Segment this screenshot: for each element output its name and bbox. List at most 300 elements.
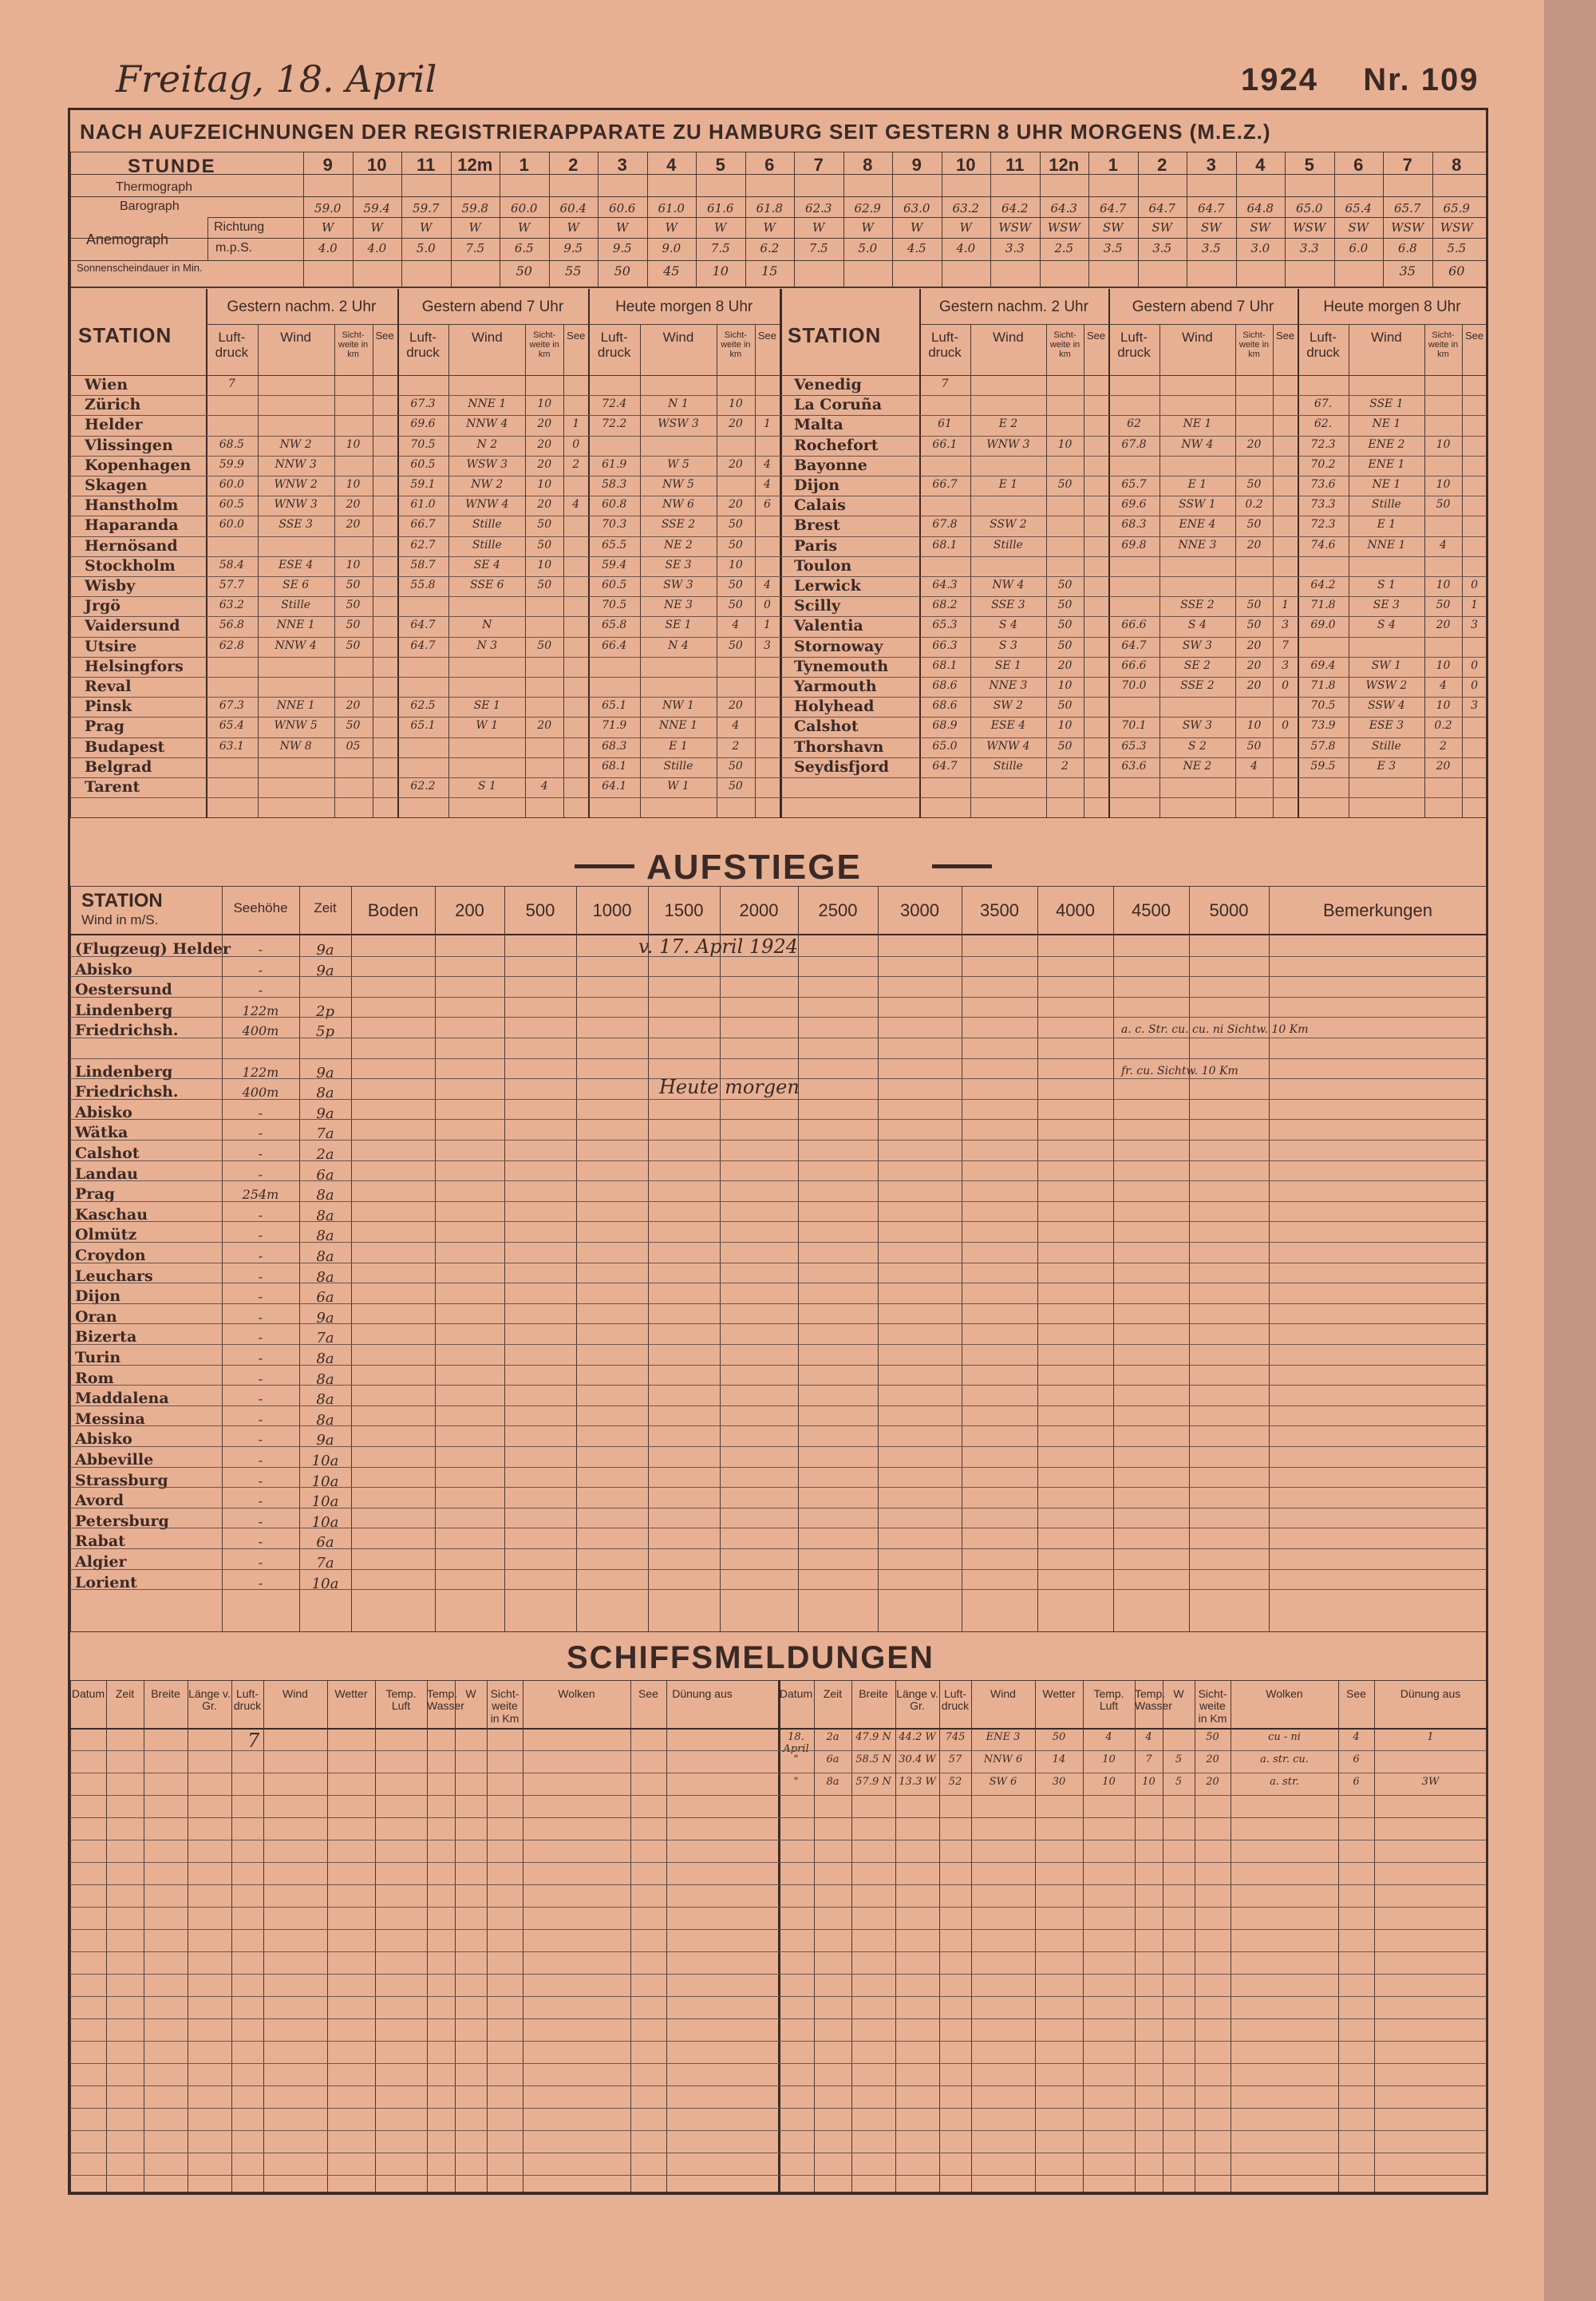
station-value: 66.7 (932, 478, 958, 491)
hour-cell: 4 (666, 155, 677, 175)
station-value: 59.1 (410, 478, 436, 491)
station-value: 20 (1246, 437, 1262, 451)
station-value: 71.9 (602, 719, 627, 733)
ascents-header: 3000 (900, 900, 939, 920)
ascent-time: 9a (316, 1064, 334, 1081)
ascent-station: Lorient (75, 1573, 137, 1591)
ascent-time: 6a (316, 1289, 334, 1307)
ascents-header: 4500 (1132, 900, 1171, 920)
station-name: Tynemouth (794, 657, 889, 675)
sub-vline (1273, 324, 1274, 818)
station-name: Vlissingen (85, 436, 173, 454)
ascents-vline (504, 886, 505, 1632)
ascent-station: Leuchars (75, 1267, 153, 1285)
ascent-elev: - (258, 1105, 263, 1121)
station-value: 71.8 (1310, 599, 1336, 612)
ascents-vline (1189, 886, 1190, 1632)
ascent-elev: - (258, 1513, 263, 1529)
station-value: 50 (1246, 619, 1262, 632)
station-value: 70.5 (1310, 699, 1336, 713)
station-value: 4 (1250, 759, 1258, 773)
ship-value: 4 (1353, 1731, 1360, 1743)
ships-header: Sicht-weite in Km (1198, 1687, 1227, 1725)
ascent-elev: - (258, 1289, 263, 1305)
station-value: ESE 4 (990, 719, 1026, 733)
station-value: SSE 3 (279, 518, 313, 532)
header-year: 1924 (1241, 62, 1318, 97)
ascent-station: Strassburg (75, 1471, 168, 1489)
station-value: S 2 (1187, 739, 1207, 753)
station-value: 59.5 (1310, 759, 1336, 773)
ascents-vline (576, 886, 577, 1632)
ships-row-line (70, 1862, 1487, 1863)
ascents-header: 500 (525, 900, 555, 920)
station-value: 59.9 (219, 457, 244, 471)
station-value: ESE 3 (1369, 719, 1404, 733)
barograph-value: 65.7 (1394, 201, 1421, 215)
station-value: 65.5 (602, 538, 627, 552)
station-name: Bayonne (794, 456, 867, 474)
station-value: 66.1 (932, 437, 958, 451)
barograph-value: 61.8 (756, 201, 783, 215)
station-value: SE 1 (665, 619, 692, 632)
ascent-elev: - (258, 1207, 263, 1223)
station-value: 65.8 (602, 619, 627, 632)
station-value: 20 (1436, 759, 1451, 773)
station-value: 72.3 (1310, 437, 1336, 451)
stations-row-line (70, 456, 1487, 457)
ascents-header: Seehöhe (233, 900, 288, 915)
ascent-station: Wätka (75, 1124, 128, 1142)
hour-cell: 1 (519, 155, 529, 175)
station-value: 10 (728, 558, 743, 571)
ascents-row-line (70, 976, 1487, 977)
station-value: 20 (1246, 639, 1262, 652)
ascent-time: 9a (316, 1309, 334, 1326)
station-value: 69.6 (410, 417, 436, 431)
station-value: 1 (763, 619, 771, 632)
registry-hline (70, 260, 1487, 261)
direction-value: W (714, 220, 727, 235)
station-value: 50 (1057, 739, 1073, 753)
sub-label: See (375, 330, 394, 342)
station-value: 66.4 (602, 639, 627, 652)
station-value: 69.8 (1121, 538, 1147, 552)
ship-value: 20 (1206, 1753, 1219, 1765)
ascents-header: Bemerkungen (1323, 900, 1432, 920)
direction-value: W (665, 220, 678, 235)
station-value: 20 (346, 699, 361, 713)
ascents-date-note: v. 17. April 1924 (638, 935, 798, 958)
ascent-elev: 122m (242, 1064, 279, 1080)
ascent-station: Maddalena (75, 1390, 169, 1408)
station-value: E 1 (1187, 478, 1207, 491)
ascent-station: Oran (75, 1307, 117, 1326)
ascents-header: 3500 (980, 900, 1019, 920)
thermograph-label: Thermograph (116, 180, 193, 194)
station-name: Lerwick (794, 577, 861, 595)
ascents-row-line (70, 1078, 1487, 1079)
group-vline (1298, 289, 1299, 818)
stations-row-line (70, 536, 1487, 537)
ships-header: Datum (71, 1687, 105, 1700)
ships-header: Wetter (1042, 1687, 1076, 1700)
station-value: 62. (1314, 417, 1333, 431)
sub-label: See (567, 330, 586, 342)
ascent-elev: - (258, 1228, 263, 1243)
station-name: Haparanda (85, 516, 179, 535)
station-name: Calshot (794, 718, 859, 736)
ships-header: Wind (990, 1687, 1016, 1700)
sub-label: Wind (280, 330, 311, 345)
station-value: 60.5 (410, 457, 436, 471)
ships-header: Zeit (115, 1687, 135, 1700)
station-name: Rochefort (794, 436, 879, 454)
station-value: 67.3 (219, 699, 244, 713)
ship-value: 8a (826, 1776, 839, 1788)
station-value: 66.7 (410, 518, 436, 532)
sub-label: Luft-druck (1306, 330, 1340, 360)
ascent-time: 8a (316, 1411, 334, 1429)
sunshine-value: 15 (761, 263, 778, 279)
ascent-station: (Flugzeug) Helder (75, 940, 231, 958)
station-value: NE 1 (1372, 478, 1401, 491)
station-value: NNE 1 (468, 397, 507, 411)
ascent-time: 8a (316, 1187, 334, 1204)
ship-value: 5 (1175, 1753, 1183, 1765)
hour-cell: 1 (1108, 155, 1118, 175)
speed-value: 3.5 (1201, 241, 1221, 255)
registry-title: NACH AUFZEICHNUNGEN DER REGISTRIERAPPARATE ZU HAMBURG SEIT GESTERN 8 UHR MORGENS (M.E.Z.) (80, 120, 1271, 144)
ship-value: 57.9 N (855, 1776, 891, 1788)
station-value: 10 (346, 478, 361, 491)
ship-value: 4 (1145, 1731, 1152, 1743)
ascent-remark: fr. cu. Sichtw. 10 Km (1121, 1064, 1238, 1077)
station-name: Seydisfjord (794, 757, 890, 776)
stations-row-line (70, 757, 1487, 758)
ship-value: a. str. cu. (1260, 1753, 1309, 1765)
barograph-value: 65.0 (1296, 201, 1323, 215)
ascents-title-rule-right (932, 864, 992, 868)
station-value: 4 (763, 457, 771, 471)
station-name: Wisby (85, 577, 136, 595)
station-value: W 1 (476, 719, 499, 733)
registry-hline (70, 238, 1487, 239)
station-value: N 4 (668, 639, 689, 652)
ships-header: Dünung aus (1400, 1687, 1461, 1700)
ships-left-note: 7 (247, 1730, 260, 1752)
ascents-row-line (70, 1548, 1487, 1549)
ascent-time: 8a (316, 1085, 334, 1102)
ships-header: Zeit (823, 1687, 843, 1700)
group-vline (919, 289, 921, 818)
group-label: Gestern abend 7 Uhr (421, 298, 564, 315)
barograph-label: Barograph (120, 200, 180, 213)
ascents-row-line (70, 956, 1487, 957)
ascents-row-line (70, 1221, 1487, 1222)
ascents-row-line (70, 1017, 1487, 1018)
ascent-time: 7a (316, 1330, 334, 1347)
station-value: 4 (1440, 679, 1447, 692)
station-value: 0 (1282, 679, 1290, 692)
station-value: SSE 6 (470, 579, 504, 591)
hour-cell: 7 (813, 155, 824, 175)
station-name: Helsingfors (85, 657, 184, 675)
stations-row-line (70, 737, 1487, 738)
direction-value: W (616, 220, 629, 235)
station-value: 70.5 (602, 599, 627, 612)
ascents-header-station: STATION (81, 890, 163, 911)
group-rule (588, 324, 780, 325)
group-vline (588, 289, 590, 818)
station-value: S 4 (1377, 619, 1396, 632)
ships-vline (630, 1680, 631, 2192)
station-value: SSE 1 (1369, 397, 1404, 411)
barograph-value: 59.4 (363, 201, 390, 215)
speed-value: 3.3 (1005, 241, 1025, 255)
direction-value: WSW (998, 220, 1032, 235)
ascent-station: Abisko (75, 1430, 132, 1449)
stations-row-line (70, 657, 1487, 658)
station-value: 73.9 (1310, 719, 1336, 733)
station-value: NE 1 (1372, 417, 1401, 431)
station-value: 58.4 (219, 558, 244, 571)
station-value: N 1 (668, 397, 689, 411)
group-label: Gestern nachm. 2 Uhr (227, 298, 377, 315)
ascents-row-line (70, 1467, 1487, 1468)
station-value: SW 1 (1371, 658, 1402, 672)
ships-header: Wind (282, 1687, 308, 1700)
station-value: 58.3 (602, 478, 627, 491)
station-value: 69.6 (1121, 498, 1147, 512)
station-value: Stille (472, 518, 502, 532)
ascents-header: Zeit (314, 900, 337, 915)
ascent-elev: - (258, 1575, 263, 1591)
group-rule (1108, 324, 1298, 325)
hour-cell: 9 (322, 155, 333, 175)
station-value: 68.5 (219, 437, 244, 451)
ascents-vline (435, 886, 436, 1632)
stations-row-line (70, 777, 1487, 778)
ship-value: 44.2 W (899, 1731, 936, 1743)
direction-value: W (518, 220, 531, 235)
ship-value: NNW 6 (983, 1753, 1023, 1765)
station-value: 60.0 (219, 478, 244, 491)
station-value: 50 (537, 538, 552, 552)
station-value: 50 (1057, 699, 1073, 713)
ascent-time: 9a (316, 1432, 334, 1449)
station-value: NW 6 (662, 498, 694, 512)
station-name: Vaidersund (85, 617, 180, 635)
station-value: 65.4 (219, 719, 244, 733)
station-value: 10 (346, 558, 361, 571)
sub-label: Wind (1371, 330, 1402, 345)
ascent-elev: - (258, 1166, 263, 1182)
ascent-elev: - (258, 1248, 263, 1263)
barograph-value: 59.0 (314, 201, 342, 215)
stations-row-line (70, 556, 1487, 557)
sunshine-value: 50 (516, 263, 532, 279)
ships-row-line (70, 2041, 1487, 2042)
station-value: 3 (1282, 658, 1290, 672)
station-value: 68.3 (602, 739, 627, 753)
speed-value: 7.5 (710, 241, 730, 255)
sunshine-value: 35 (1399, 263, 1416, 279)
barograph-value: 65.4 (1345, 201, 1372, 215)
hour-cell: 4 (1255, 155, 1266, 175)
ships-vline (263, 1680, 264, 2192)
ship-value: " (793, 1776, 799, 1788)
ascent-station: Messina (75, 1409, 145, 1428)
station-value: SE 3 (1373, 599, 1400, 612)
ship-value: cu - ni (1268, 1731, 1301, 1743)
ascent-elev: 400m (242, 1085, 279, 1101)
ascent-station: Friedrichsh. (75, 1022, 179, 1040)
station-value: E 1 (998, 478, 1018, 491)
sub-label: See (1276, 330, 1295, 342)
station-value: 4 (763, 579, 771, 591)
ascent-time: 10a (311, 1453, 339, 1469)
ascent-time: 9a (316, 1105, 334, 1122)
stations-row-line (70, 395, 1487, 396)
ships-vline (427, 1680, 428, 2192)
station-value: 69.4 (1310, 658, 1336, 672)
direction-value: WSW (1047, 220, 1080, 235)
station-value: 20 (537, 719, 552, 733)
hour-cell: 2 (1157, 155, 1167, 175)
station-value: 20 (537, 437, 552, 451)
group-rule (1298, 324, 1487, 325)
station-value: 20 (1057, 658, 1073, 672)
station-value: ENE 1 (1368, 457, 1405, 471)
stations-row-line (70, 677, 1487, 678)
speed-value: 2.5 (1054, 241, 1074, 255)
station-value: N (482, 619, 492, 632)
ships-vline (487, 1680, 488, 2192)
ascents-row-line (70, 1344, 1487, 1345)
station-value: SSW 2 (990, 518, 1027, 532)
ascents-header: 5000 (1209, 900, 1249, 920)
station-value: 57.7 (219, 579, 244, 591)
station-value: 68.6 (932, 679, 958, 692)
ascent-station: Turin (75, 1349, 121, 1366)
ascent-station: Rabat (75, 1532, 125, 1551)
station-value: 1 (572, 417, 580, 431)
ascent-elev: - (258, 1350, 263, 1366)
station-value: 2 (1440, 739, 1447, 753)
ascent-station: Abisko (75, 1103, 132, 1121)
station-value: 1 (1282, 599, 1290, 612)
barograph-value: 62.3 (805, 201, 832, 215)
ascent-elev: - (258, 982, 263, 998)
station-name: Stockholm (85, 556, 176, 575)
station-value: 50 (1246, 518, 1262, 532)
barograph-value: 64.7 (1198, 201, 1225, 215)
station-value: 0 (1471, 679, 1479, 692)
station-name: Prag (85, 718, 124, 736)
ascent-time: 8a (316, 1391, 334, 1409)
station-value: 50 (728, 518, 743, 532)
direction-value: W (322, 220, 334, 235)
sub-label: See (757, 330, 776, 342)
station-value: 65.7 (1121, 478, 1147, 491)
ships-vline (327, 1680, 328, 2192)
hour-label: STUNDE (128, 156, 216, 177)
barograph-value: 59.7 (413, 201, 440, 215)
station-name: Yarmouth (794, 678, 877, 695)
ascents-row-line (70, 1160, 1487, 1161)
station-value: 66.3 (932, 639, 958, 652)
ships-row-line (70, 2108, 1487, 2109)
station-name: Stornoway (794, 637, 883, 655)
station-value: Stille (993, 538, 1023, 552)
ascents-row-line (70, 1323, 1487, 1324)
station-value: SW 3 (1182, 639, 1213, 652)
barograph-value: 64.2 (1001, 201, 1029, 215)
ascents-vline (720, 886, 721, 1632)
station-value: SSE 2 (1180, 679, 1215, 692)
ship-value: 52 (948, 1776, 962, 1788)
ships-row-line (70, 1907, 1487, 1908)
station-value: 20 (346, 498, 361, 512)
ascents-row-line (70, 1425, 1487, 1426)
ascents-row-line (70, 1569, 1487, 1570)
station-value: 65.1 (410, 719, 436, 733)
station-value: 66.6 (1121, 658, 1147, 672)
ships-header: Wetter (334, 1687, 368, 1700)
sunshine-value: 45 (663, 263, 680, 279)
station-name: Reval (85, 678, 132, 695)
direction-value: WSW (1293, 220, 1326, 235)
station-value: 0 (1471, 658, 1479, 672)
station-value: 20 (1246, 679, 1262, 692)
sub-label: Luft-druck (1117, 330, 1151, 360)
station-value: WNW 5 (274, 719, 318, 733)
station-value: NE 2 (664, 538, 693, 552)
station-value: 0.2 (1245, 498, 1263, 512)
ships-row-line (70, 1795, 1487, 1796)
ascents-row-line (70, 1385, 1487, 1386)
stations-box (70, 287, 1487, 818)
station-name: Helder (85, 416, 143, 434)
station-value: 50 (1436, 498, 1451, 512)
ascent-station: Petersburg (75, 1512, 169, 1530)
station-name: Hanstholm (85, 496, 179, 515)
station-value: 50 (346, 619, 361, 632)
speed-value: 4.0 (318, 241, 338, 255)
station-value: NW 4 (992, 579, 1025, 591)
station-value: NNW 4 (275, 639, 317, 652)
sub-label: Sicht-weite in km (1428, 330, 1459, 360)
station-value: E 3 (1377, 759, 1396, 773)
stations-divider (780, 289, 782, 818)
ships-vline (375, 1680, 376, 2192)
registry-hline (70, 196, 1487, 197)
ship-value: ENE 3 (986, 1731, 1021, 1743)
ascent-time: 10a (311, 1513, 339, 1531)
station-value: SE 2 (1183, 658, 1211, 672)
station-value: 62 (1127, 417, 1141, 431)
ascent-remark: a. c. Str. cu. cu. ni Sichtw. 10 Km (1121, 1023, 1309, 1037)
station-value: SE 4 (473, 558, 500, 571)
ascents-header: 2000 (739, 900, 779, 920)
station-value: 67.3 (410, 397, 436, 411)
station-name: Kopenhagen (85, 456, 192, 474)
hour-cell: 12m (457, 155, 493, 175)
ascent-elev: - (258, 1453, 263, 1468)
ship-value: 20 (1206, 1776, 1219, 1788)
station-value: 20 (346, 518, 361, 532)
